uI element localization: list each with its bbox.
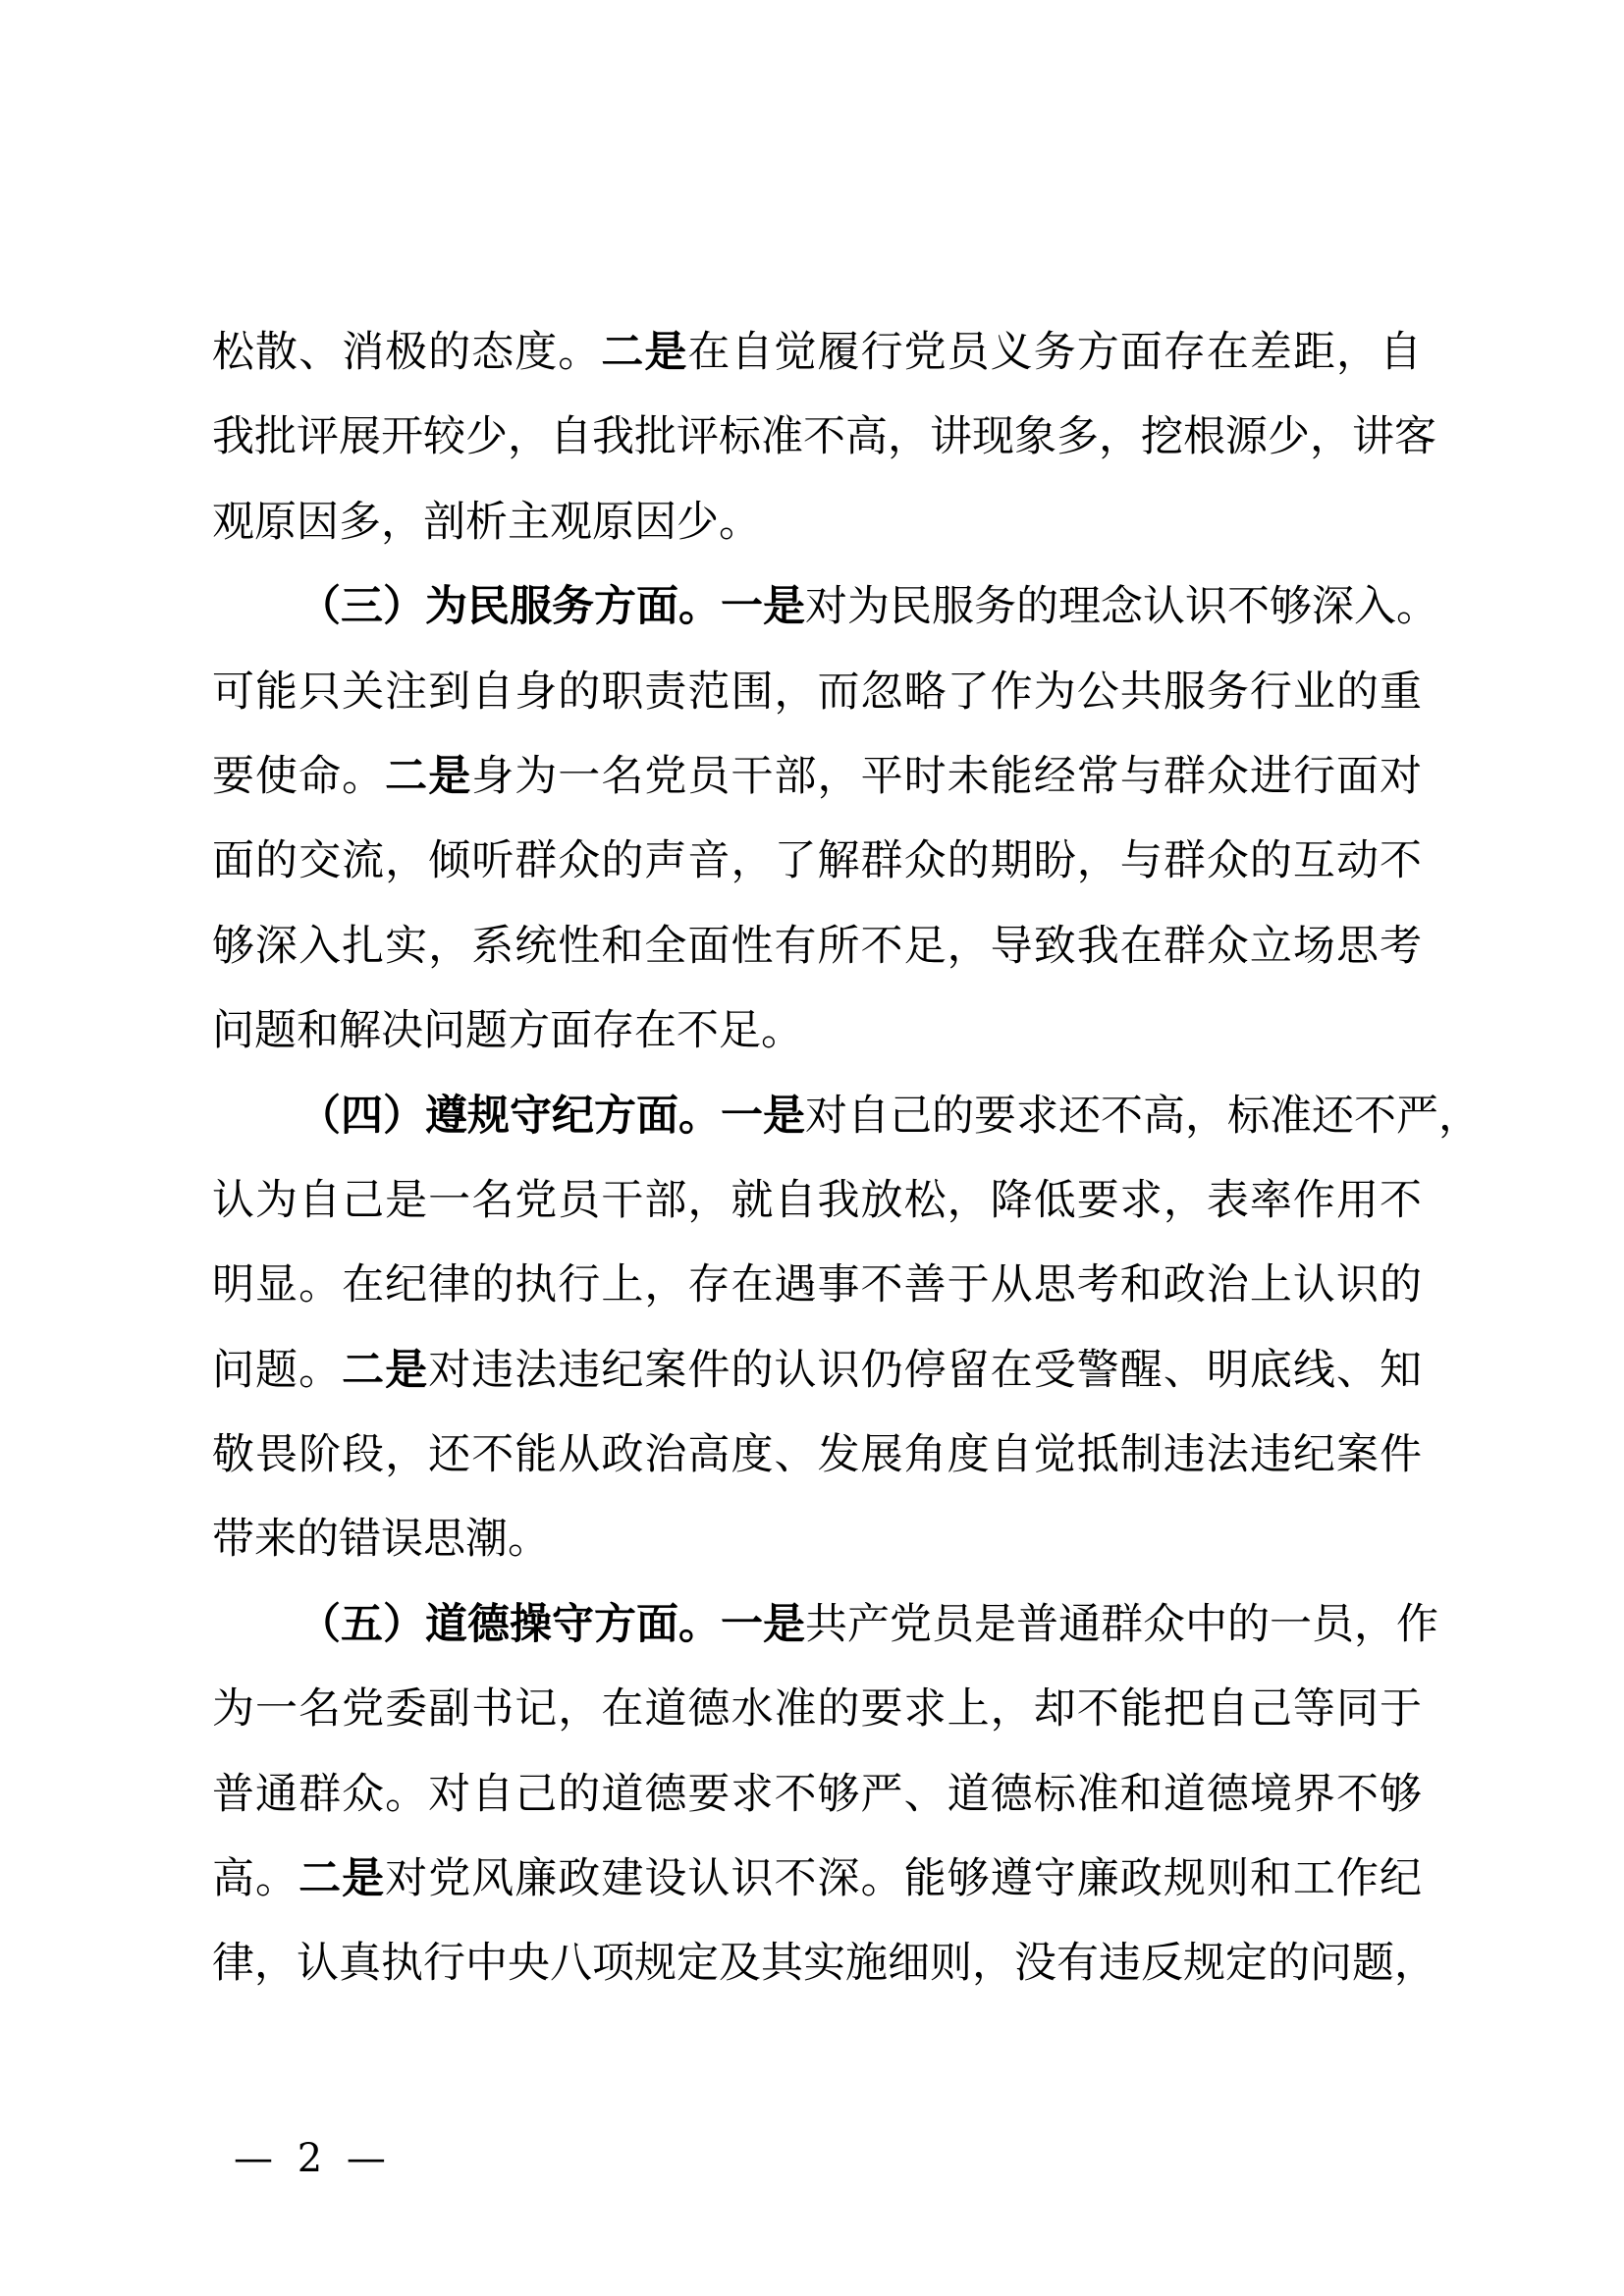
text-line [212, 734, 1422, 819]
bold-heading-text: 二是 [601, 328, 688, 377]
document-body [212, 310, 1481, 2006]
body-text: 我批评展开较少，自我批评标准不高，讲现象多，挖根源少，讲客 [212, 412, 1436, 462]
paragraph [212, 1074, 1481, 1582]
text-line [212, 1837, 1422, 1921]
text-line [212, 1243, 1422, 1327]
text-line [212, 1328, 1422, 1413]
text-line [212, 480, 1422, 564]
text-line [212, 1667, 1422, 1751]
body-text: 要使命。 [212, 751, 386, 801]
body-text: 律，认真执行中央八项规定及其实施细则，没有违反规定的问题， [212, 1939, 1436, 1989]
body-text: 身为一名党员干部，平时未能经常与群众进行面对 [471, 751, 1423, 801]
bold-heading-text: （五）道德操守方面。一是 [298, 1599, 805, 1649]
text-line [212, 564, 1438, 649]
body-text: 够深入扎实，系统性和全面性有所不足，导致我在群众立场思考 [212, 921, 1422, 971]
body-text: 对为民服务的理念认识不够深入。 [805, 582, 1438, 632]
body-text: 对党风廉政建设认识不深。能够遵守廉政规则和工作纪 [385, 1854, 1423, 1904]
bold-heading-text: （四）遵规守纪方面。一是 [298, 1091, 805, 1141]
paragraph [212, 564, 1438, 1073]
text-line [212, 1158, 1422, 1243]
body-text: 问题和解决问题方面存在不足。 [212, 1006, 803, 1056]
body-text: 带来的错误思潮。 [212, 1515, 550, 1565]
body-text: 对违法违纪案件的认识仍停留在受警醒、明底线、知 [428, 1345, 1423, 1395]
body-text: 面的交流，倾听群众的声音，了解群众的期盼，与群众的互动不 [212, 836, 1422, 886]
text-line [212, 1921, 1436, 2005]
bold-heading-text: 二是 [385, 751, 472, 801]
text-line [212, 1582, 1438, 1667]
text-line [212, 395, 1436, 479]
body-text: 明显。在纪律的执行上，存在遇事不善于从思考和政治上认识的 [212, 1260, 1422, 1310]
body-text: 观原因多，剖析主观原因少。 [212, 497, 761, 547]
body-text: 松散、消极的态度。 [212, 328, 602, 377]
body-text: 高。 [212, 1854, 299, 1904]
text-line [212, 988, 1422, 1073]
paragraph [212, 310, 1436, 564]
body-text: 共产党员是普通群众中的一员，作 [805, 1599, 1438, 1649]
body-text: 问题。 [212, 1345, 343, 1395]
page-number: — 2 — [234, 2136, 392, 2181]
text-line [212, 904, 1422, 988]
body-text: 在自觉履行党员义务方面存在差距，自 [687, 328, 1423, 377]
text-line [212, 1413, 1422, 1497]
bold-heading-text: 二是 [342, 1345, 429, 1395]
body-text: 可能只关注到自身的职责范围，而忽略了作为公共服务行业的重 [212, 667, 1422, 717]
text-line [212, 1074, 1481, 1158]
body-text: 对自己的要求还不高，标准还不严， [805, 1091, 1481, 1141]
bold-heading-text: （三）为民服务方面。一是 [298, 582, 805, 632]
body-text: 敬畏阶段，还不能从政治高度、发展角度自觉抵制违法违纪案件 [212, 1430, 1422, 1480]
bold-heading-text: 二是 [298, 1854, 386, 1904]
text-line [212, 819, 1422, 903]
text-line [212, 650, 1422, 734]
text-line [212, 1752, 1422, 1837]
body-text: 认为自己是一名党员干部，就自我放松，降低要求，表率作用不 [212, 1175, 1422, 1225]
body-text: 普通群众。对自己的道德要求不够严、道德标准和道德境界不够 [212, 1769, 1422, 1819]
paragraph [212, 1582, 1438, 2006]
text-line [212, 310, 1422, 395]
text-line [212, 1497, 1422, 1581]
body-text: 为一名党委副书记，在道德水准的要求上，却不能把自己等同于 [212, 1684, 1422, 1735]
